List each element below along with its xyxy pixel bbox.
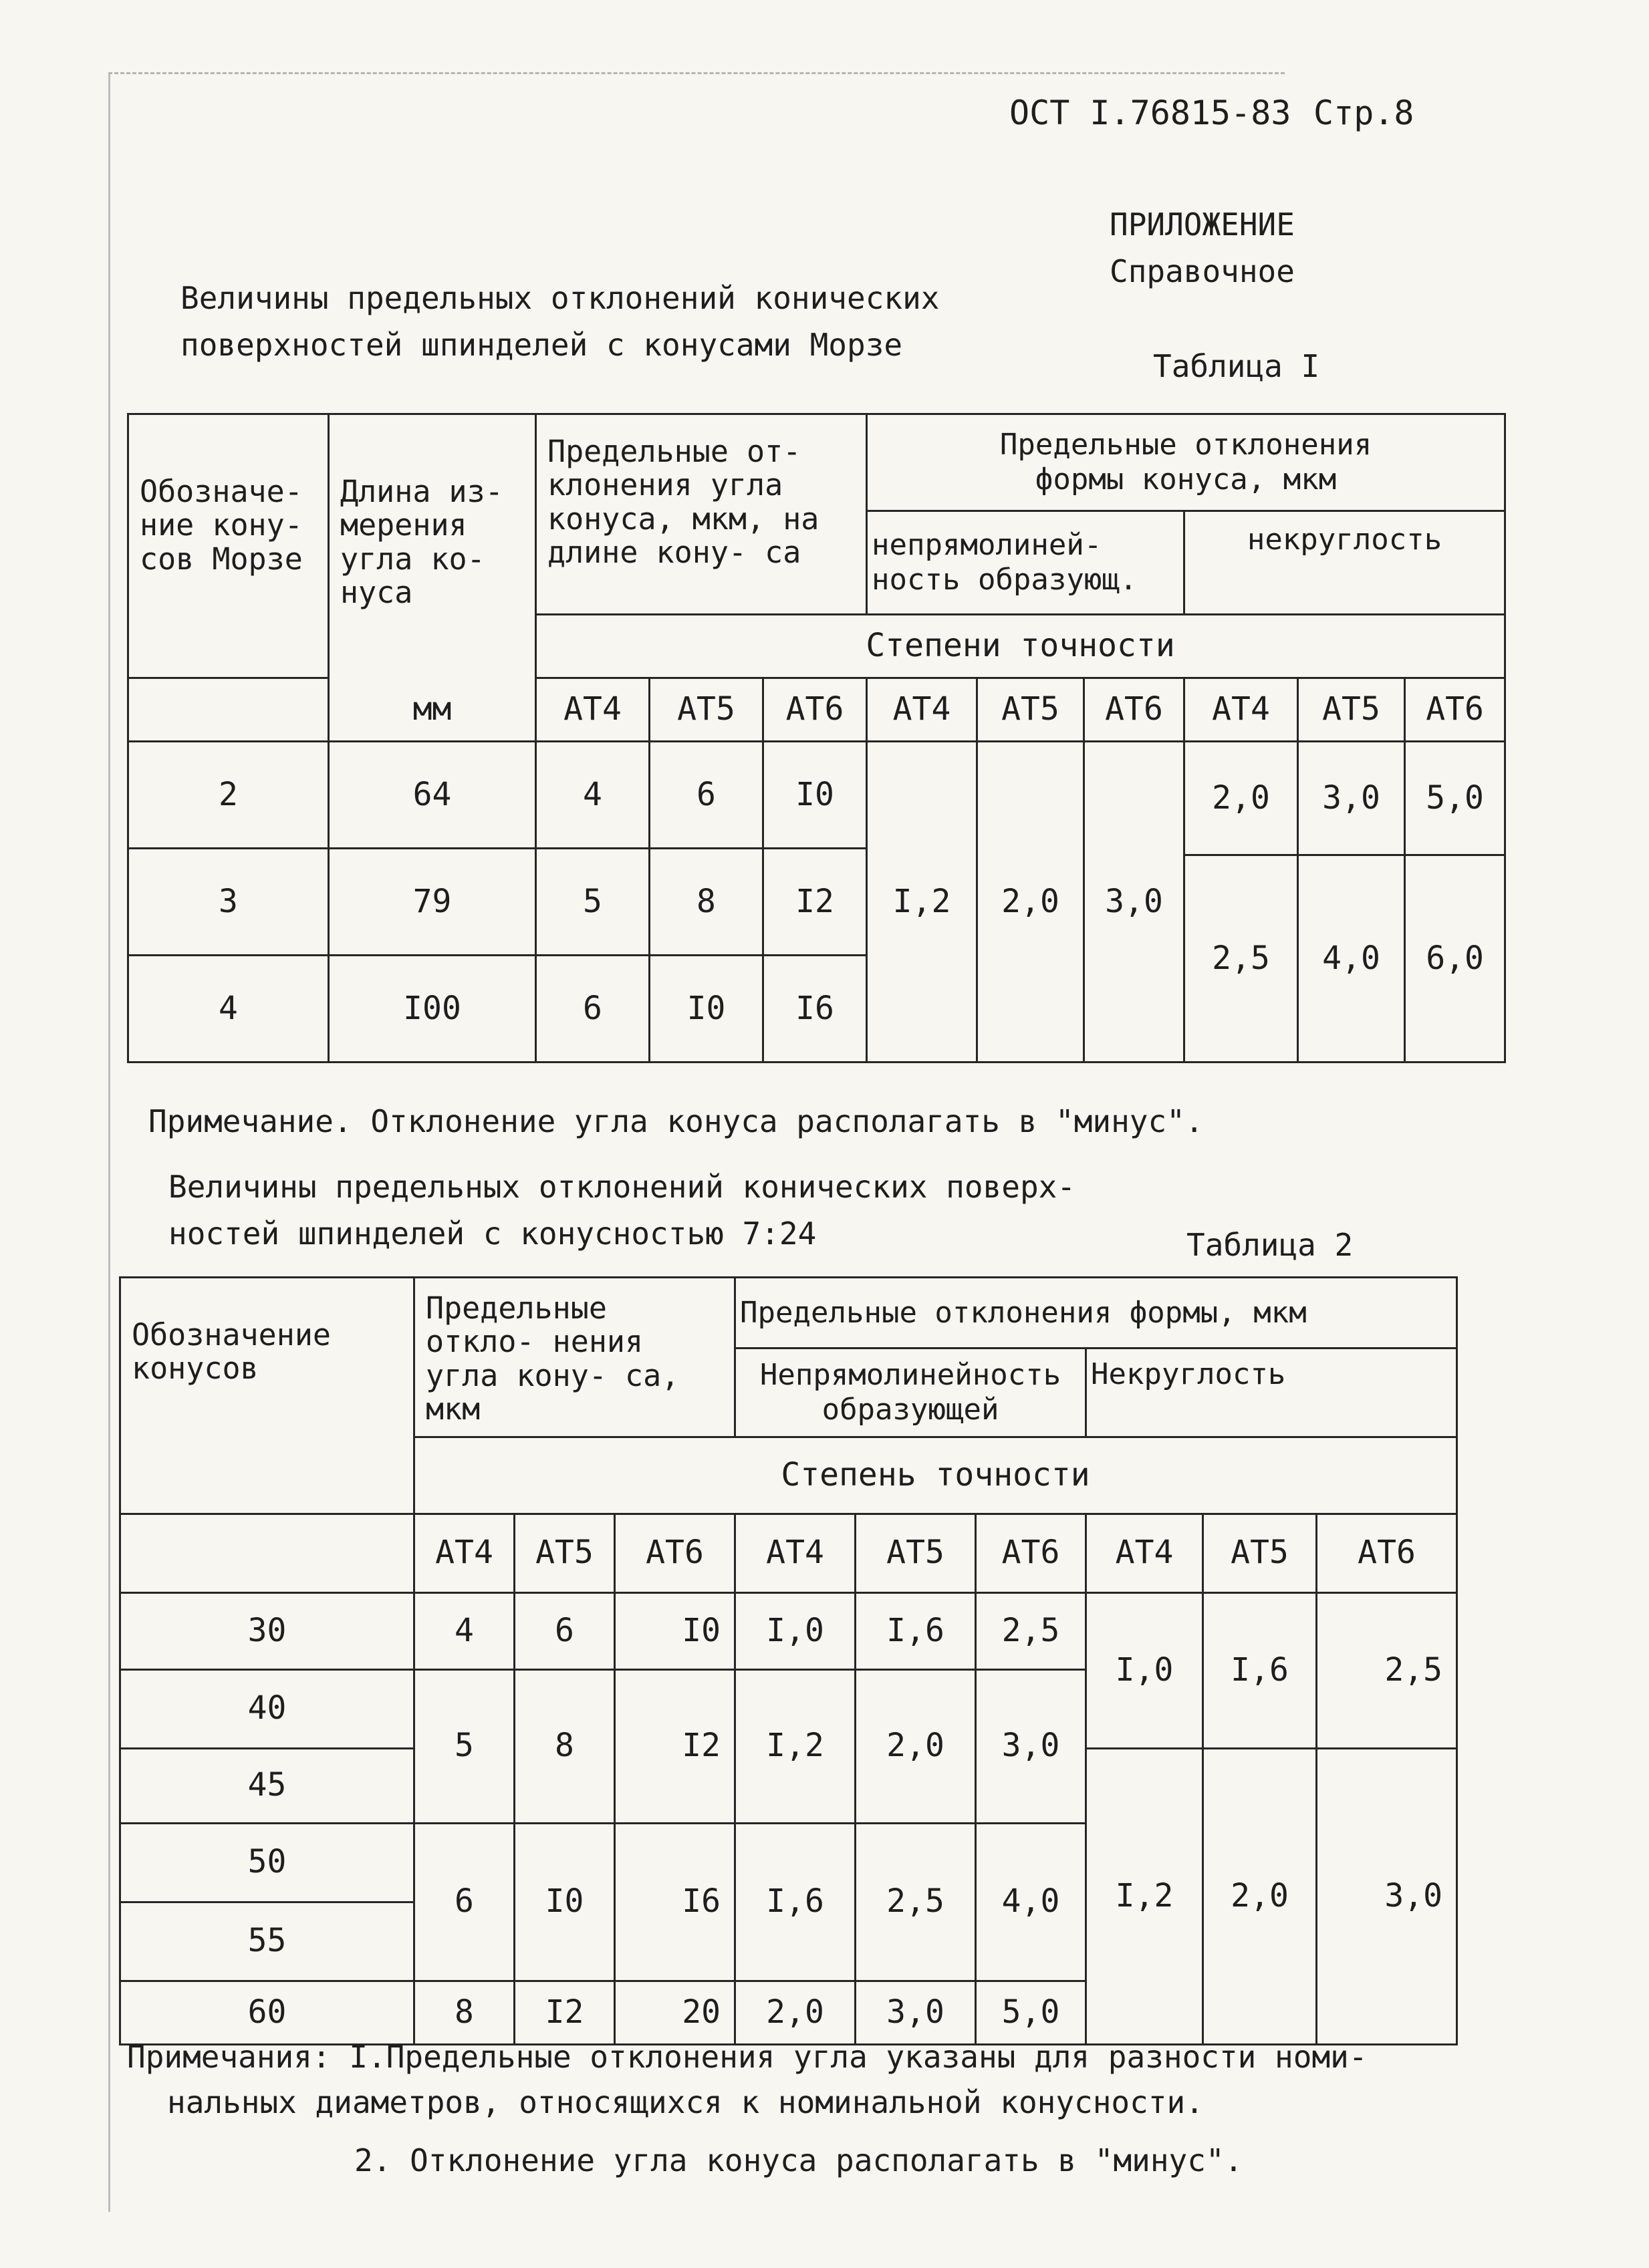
t1-grade: АТ6 [1405, 678, 1505, 742]
table1-caption-line1: Величины предельных отклонений конических [180, 280, 940, 316]
t2-grade: АТ5 [856, 1514, 976, 1592]
t1-angle-at4: 5 [536, 849, 650, 956]
t2-grade: АТ4 [1086, 1514, 1203, 1592]
t1-grade: АТ6 [1084, 678, 1184, 742]
t1-angle-at5: I0 [650, 956, 763, 1062]
table2-label: Таблица 2 [1186, 1227, 1354, 1263]
t1-roundness-at4: 2,0 [1184, 742, 1298, 855]
t1-length: 79 [329, 849, 536, 956]
t1-roundness-at6: 5,0 [1405, 742, 1505, 855]
t2-roundness-at5: I,6 [1203, 1592, 1317, 1748]
t1-angle-at4: 4 [536, 742, 650, 849]
t2-roundness-at5: 2,0 [1203, 1748, 1317, 2044]
t1-angle-at4: 6 [536, 956, 650, 1062]
t1-header-roundness: некруглость [1184, 511, 1505, 615]
t1-header-designation-blank [128, 678, 329, 742]
t2-straightness-at5: 3,0 [856, 1981, 976, 2044]
t2-straightness-at4: I,6 [735, 1823, 856, 1981]
t1-roundness-at6: 6,0 [1405, 855, 1505, 1062]
t2-straightness-at4: I,2 [735, 1669, 856, 1823]
t1-roundness-at4: 2,5 [1184, 855, 1298, 1062]
t1-grade: АТ6 [763, 678, 867, 742]
t2-straightness-at4: I,0 [735, 1592, 856, 1669]
t2-header-designation-blank [120, 1514, 414, 1592]
t1-grade: АТ4 [1184, 678, 1298, 742]
t2-cone: 45 [120, 1748, 414, 1823]
t1-header-length: Длина из- мерения угла ко- нуса [329, 414, 536, 678]
table2-caption-line1: Величины предельных отклонений конических поверх- [168, 1169, 1076, 1205]
t2-roundness-at6: 3,0 [1317, 1748, 1457, 2044]
t2-angle-at6: I6 [615, 1823, 735, 1981]
t1-header-form: Предельные отклонения формы конуса, мкм [867, 414, 1505, 511]
t2-angle-at5: 8 [515, 1669, 615, 1823]
page-number: Стр.8 [1313, 94, 1414, 132]
t2-header-designation: Обозначение конусов [120, 1278, 414, 1514]
t2-straightness-at4: 2,0 [735, 1981, 856, 2044]
t1-angle-at6: I0 [763, 742, 867, 849]
t1-roundness-at5: 4,0 [1298, 855, 1405, 1062]
scan-left-margin [108, 74, 110, 2212]
t1-grade: АТ5 [1298, 678, 1405, 742]
t1-cone: 4 [128, 956, 329, 1062]
t2-grade: АТ6 [976, 1514, 1086, 1592]
t1-header-length-unit: мм [329, 678, 536, 742]
t2-roundness-at4: I,2 [1086, 1748, 1203, 2044]
table2-caption-line2: ностей шпинделей с конусностью 7:24 [168, 1216, 817, 1252]
scan-top-border [108, 72, 1285, 74]
t2-grade: АТ5 [515, 1514, 615, 1592]
t2-roundness-at6: 2,5 [1317, 1592, 1457, 1748]
t2-header-form: Предельные отклонения формы, мкм [735, 1278, 1457, 1349]
t2-grade: АТ4 [735, 1514, 856, 1592]
t2-straightness-at6: 3,0 [976, 1669, 1086, 1823]
t1-angle-at6: I2 [763, 849, 867, 956]
table2-note-line3: 2. Отклонение угла конуса располагать в "минус". [354, 2142, 1243, 2178]
t2-header-straightness: Непрямолинейность образующей [735, 1349, 1086, 1437]
t1-cone: 3 [128, 849, 329, 956]
t1-header-designation: Обозначе- ние кону- сов Морзе [128, 414, 329, 678]
t1-straightness-at5: 2,0 [977, 742, 1084, 1062]
t1-angle-at6: I6 [763, 956, 867, 1062]
t2-angle-at4: 8 [414, 1981, 515, 2044]
t2-angle-at5: I2 [515, 1981, 615, 2044]
t1-grade: АТ5 [977, 678, 1084, 742]
t1-header-straightness: непрямолиней- ность образующ. [867, 511, 1184, 615]
t2-roundness-at4: I,0 [1086, 1592, 1203, 1748]
t2-grade: АТ4 [414, 1514, 515, 1592]
t2-header-accuracy: Степень точности [414, 1437, 1457, 1514]
t1-header-accuracy: Степени точности [536, 615, 1505, 678]
t2-angle-at4: 6 [414, 1823, 515, 1981]
t2-straightness-at6: 4,0 [976, 1823, 1086, 1981]
t2-header-angle: Предельные откло- нения угла кону- са, мкм [414, 1278, 735, 1437]
t2-straightness-at6: 2,5 [976, 1592, 1086, 1669]
t2-angle-at5: I0 [515, 1823, 615, 1981]
t2-grade: АТ5 [1203, 1514, 1317, 1592]
t2-straightness-at6: 5,0 [976, 1981, 1086, 2044]
document-id: ОСТ I.76815-83 [1009, 94, 1291, 132]
t2-cone: 50 [120, 1823, 414, 1902]
t1-grade: АТ5 [650, 678, 763, 742]
t2-straightness-at5: 2,0 [856, 1669, 976, 1823]
t1-length: I00 [329, 956, 536, 1062]
table2-note-line1: Примечания: I.Предельные отклонения угла указаны для разности номи- [127, 2039, 1368, 2075]
t2-angle-at6: I2 [615, 1669, 735, 1823]
t2-angle-at6: I0 [615, 1592, 735, 1669]
table1-note: Примечание. Отклонение угла конуса располагать в "минус". [148, 1103, 1204, 1139]
t2-grade: АТ6 [615, 1514, 735, 1592]
t2-angle-at4: 4 [414, 1592, 515, 1669]
t1-header-angle: Предельные от- клонения угла конуса, мкм, на длине кону- са [536, 414, 867, 615]
t2-header-roundness: Некруглость [1086, 1349, 1457, 1437]
appendix-title: ПРИЛОЖЕНИЕ [1110, 206, 1295, 243]
t2-cone: 30 [120, 1592, 414, 1669]
t1-angle-at5: 6 [650, 742, 763, 849]
t2-straightness-at5: I,6 [856, 1592, 976, 1669]
t2-cone: 40 [120, 1669, 414, 1748]
t1-cone: 2 [128, 742, 329, 849]
t2-grade: АТ6 [1317, 1514, 1457, 1592]
t2-straightness-at5: 2,5 [856, 1823, 976, 1981]
table2-note-line2: нальных диаметров, относящихся к номинальной конусности. [167, 2084, 1204, 2120]
t2-cone: 60 [120, 1981, 414, 2044]
t2-cone: 55 [120, 1902, 414, 1981]
t2-angle-at5: 6 [515, 1592, 615, 1669]
t1-roundness-at5: 3,0 [1298, 742, 1405, 855]
t1-grade: АТ4 [867, 678, 977, 742]
t2-angle-at6: 20 [615, 1981, 735, 2044]
table1-caption-line2: поверхностей шпинделей с конусами Морзе [180, 327, 903, 363]
t1-length: 64 [329, 742, 536, 849]
t1-straightness-at6: 3,0 [1084, 742, 1184, 1062]
t2-angle-at4: 5 [414, 1669, 515, 1823]
t1-grade: АТ4 [536, 678, 650, 742]
t1-straightness-at4: I,2 [867, 742, 977, 1062]
t1-angle-at5: 8 [650, 849, 763, 956]
table1-label: Таблица I [1153, 348, 1320, 384]
table2 [119, 1276, 1458, 2045]
table1 [127, 413, 1506, 1063]
appendix-type: Справочное [1110, 253, 1295, 289]
